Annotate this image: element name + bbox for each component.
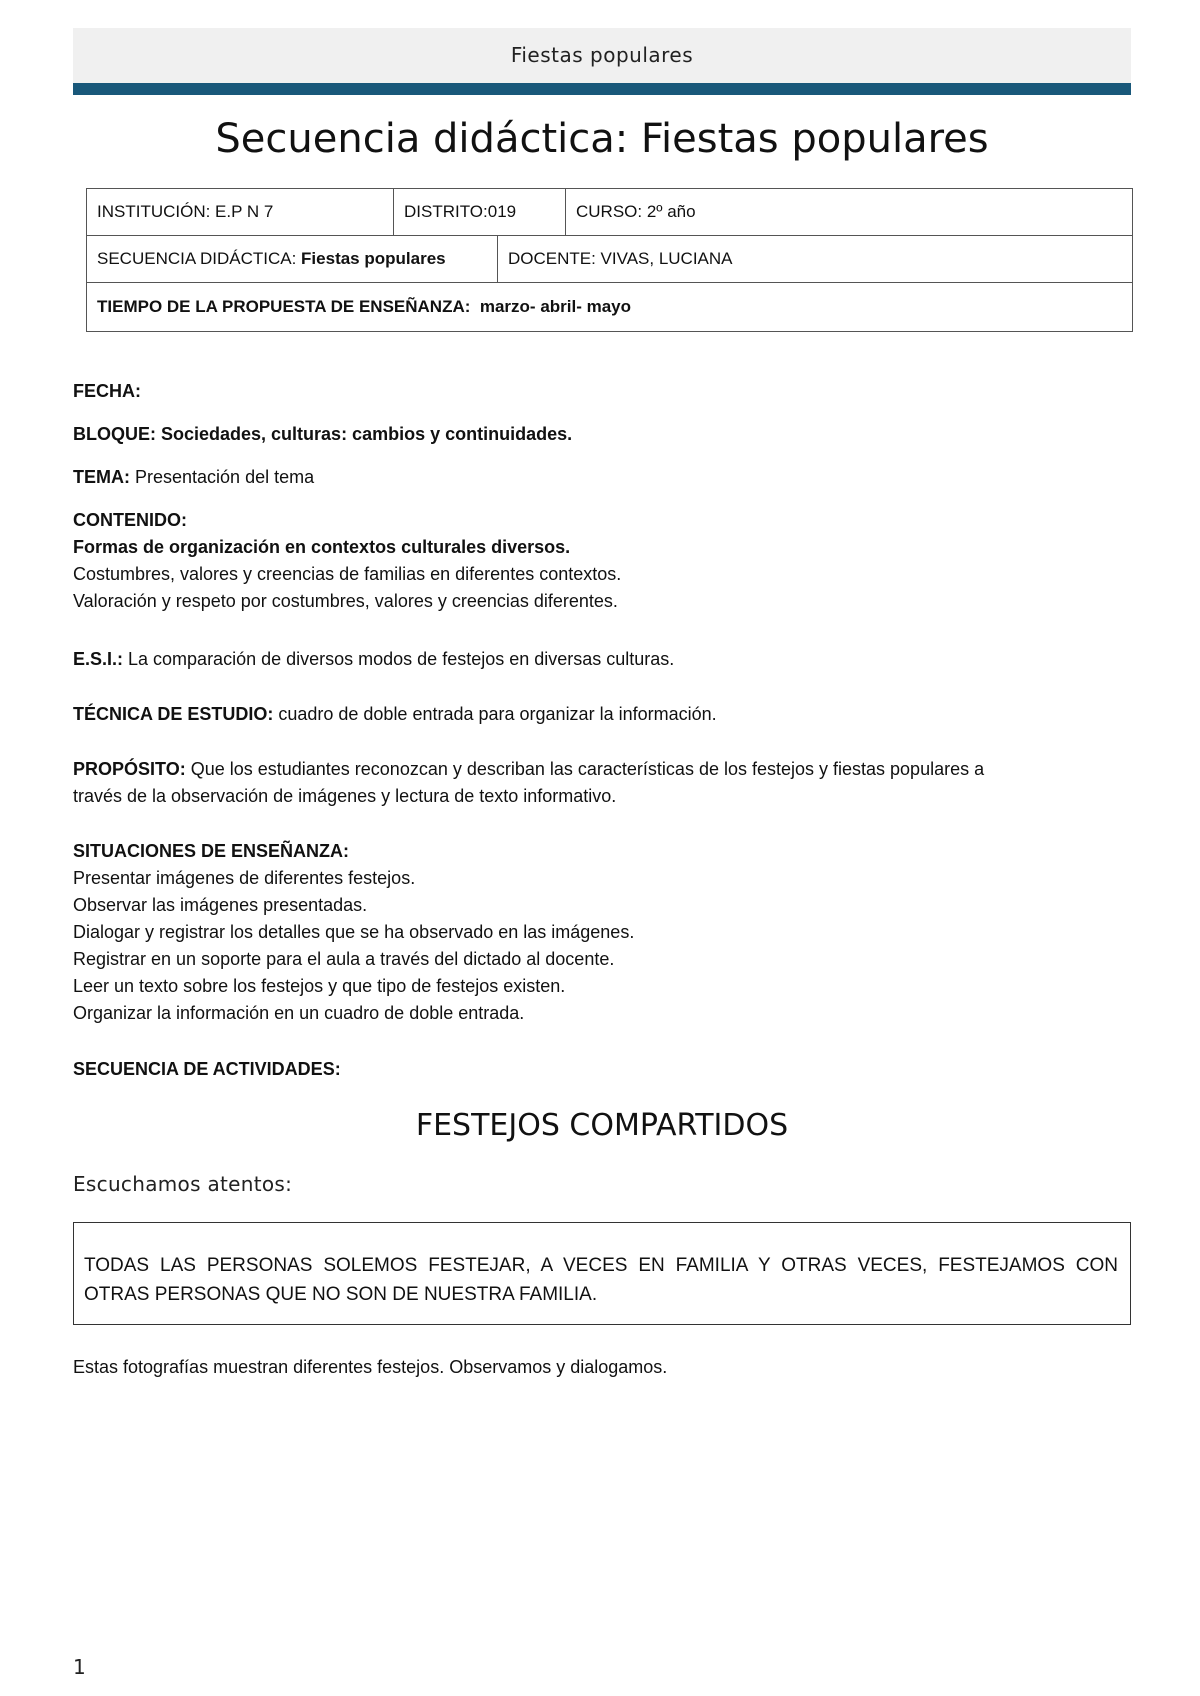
tiempo-cell (87, 283, 1132, 331)
header-accent-bar (73, 83, 1131, 95)
document-title: Secuencia didáctica: Fiestas populares (215, 116, 989, 162)
info-row-1 (87, 189, 1132, 236)
secuencia-cell (87, 236, 498, 282)
proposito-label: PROPÓSITO: (73, 759, 186, 779)
box-line-1: TODAS LAS PERSONAS SOLEMOS FESTEJAR, A VECES EN FAMILIA Y OTRAS VECES, FESTEJAMOS CON (84, 1255, 1118, 1276)
photos-note: Estas fotografías muestran diferentes festejos. Observamos y dialogamos. (73, 1357, 668, 1377)
tema-line (73, 464, 1131, 491)
situacion-item: Dialogar y registrar los detalles que se ha observado en las imágenes. (73, 922, 635, 942)
secuencia-actividades-line (73, 1056, 1131, 1083)
contenido-line: Valoración y respeto por costumbres, valores y creencias diferentes. (73, 591, 618, 611)
bloque-line (73, 421, 1131, 448)
fecha-label: FECHA: (73, 381, 141, 401)
info-table (86, 188, 1133, 332)
tecnica-value: cuadro de doble entrada para organizar la información. (273, 704, 717, 724)
contenido-line: Costumbres, valores y creencias de familias en diferentes contextos. (73, 564, 622, 584)
tiempo-label: TIEMPO DE LA PROPUESTA DE ENSEÑANZA: (97, 297, 471, 316)
proposito-block (73, 756, 1131, 810)
fecha-line (73, 378, 1131, 405)
info-row-3 (87, 283, 1132, 331)
situacion-item: Observar las imágenes presentadas. (73, 895, 368, 915)
bloque-text: BLOQUE: Sociedades, culturas: cambios y continuidades. (73, 424, 573, 444)
festejos-title: FESTEJOS COMPARTIDOS (415, 1108, 789, 1143)
tiempo-value: marzo- abril- mayo (479, 297, 632, 316)
esi-value: La comparación de diversos modos de festejos en diversas culturas. (123, 649, 675, 669)
secuencia-label: SECUENCIA DIDÁCTICA: (97, 249, 302, 268)
docente-cell: DOCENTE: VIVAS, LUCIANA (508, 249, 733, 268)
tema-value: Presentación del tema (130, 467, 315, 487)
escuchamos-text: Escuchamos atentos: (73, 1172, 293, 1196)
institucion-cell: INSTITUCIÓN: E.P N 7 (87, 189, 394, 235)
distrito-cell: DISTRITO:019 (394, 189, 566, 235)
page-header (73, 28, 1131, 83)
situacion-item: Leer un texto sobre los festejos y que tipo de festejos existen. (73, 976, 566, 996)
proposito-line-1: Que los estudiantes reconozcan y describan las características de los festejos y fiestas populares a (185, 759, 985, 779)
info-row-2 (87, 236, 1132, 283)
situaciones-label: SITUACIONES DE ENSEÑANZA: (73, 841, 350, 861)
tema-label: TEMA: (73, 467, 130, 487)
situacion-item: Presentar imágenes de diferentes festejos. (73, 868, 416, 888)
secuencia-value: Fiestas populares (301, 249, 446, 268)
esi-label: E.S.I.: (73, 649, 124, 669)
situacion-item: Organizar la información en un cuadro de doble entrada. (73, 1003, 525, 1023)
esi-line (73, 646, 1131, 673)
header-text: Fiestas populares (510, 43, 694, 67)
proposito-line-2: través de la observación de imágenes y lectura de texto informativo. (73, 786, 617, 806)
contenido-block (73, 507, 1131, 615)
curso-cell: CURSO: 2º año (576, 202, 696, 221)
situacion-item: Registrar en un soporte para el aula a través del dictado al docente. (73, 949, 615, 969)
secuencia-actividades-label: SECUENCIA DE ACTIVIDADES: (73, 1059, 341, 1079)
situaciones-block (73, 838, 1131, 1027)
contenido-bold: Formas de organización en contextos culturales diversos. (73, 537, 571, 557)
highlight-box (73, 1222, 1131, 1325)
box-line-2: OTRAS PERSONAS QUE NO SON DE NUESTRA FAMILIA. (84, 1284, 598, 1305)
tecnica-label: TÉCNICA DE ESTUDIO: (73, 704, 274, 724)
page-number: 1 (73, 1655, 86, 1679)
contenido-label: CONTENIDO: (73, 510, 187, 530)
tecnica-line (73, 701, 1131, 728)
